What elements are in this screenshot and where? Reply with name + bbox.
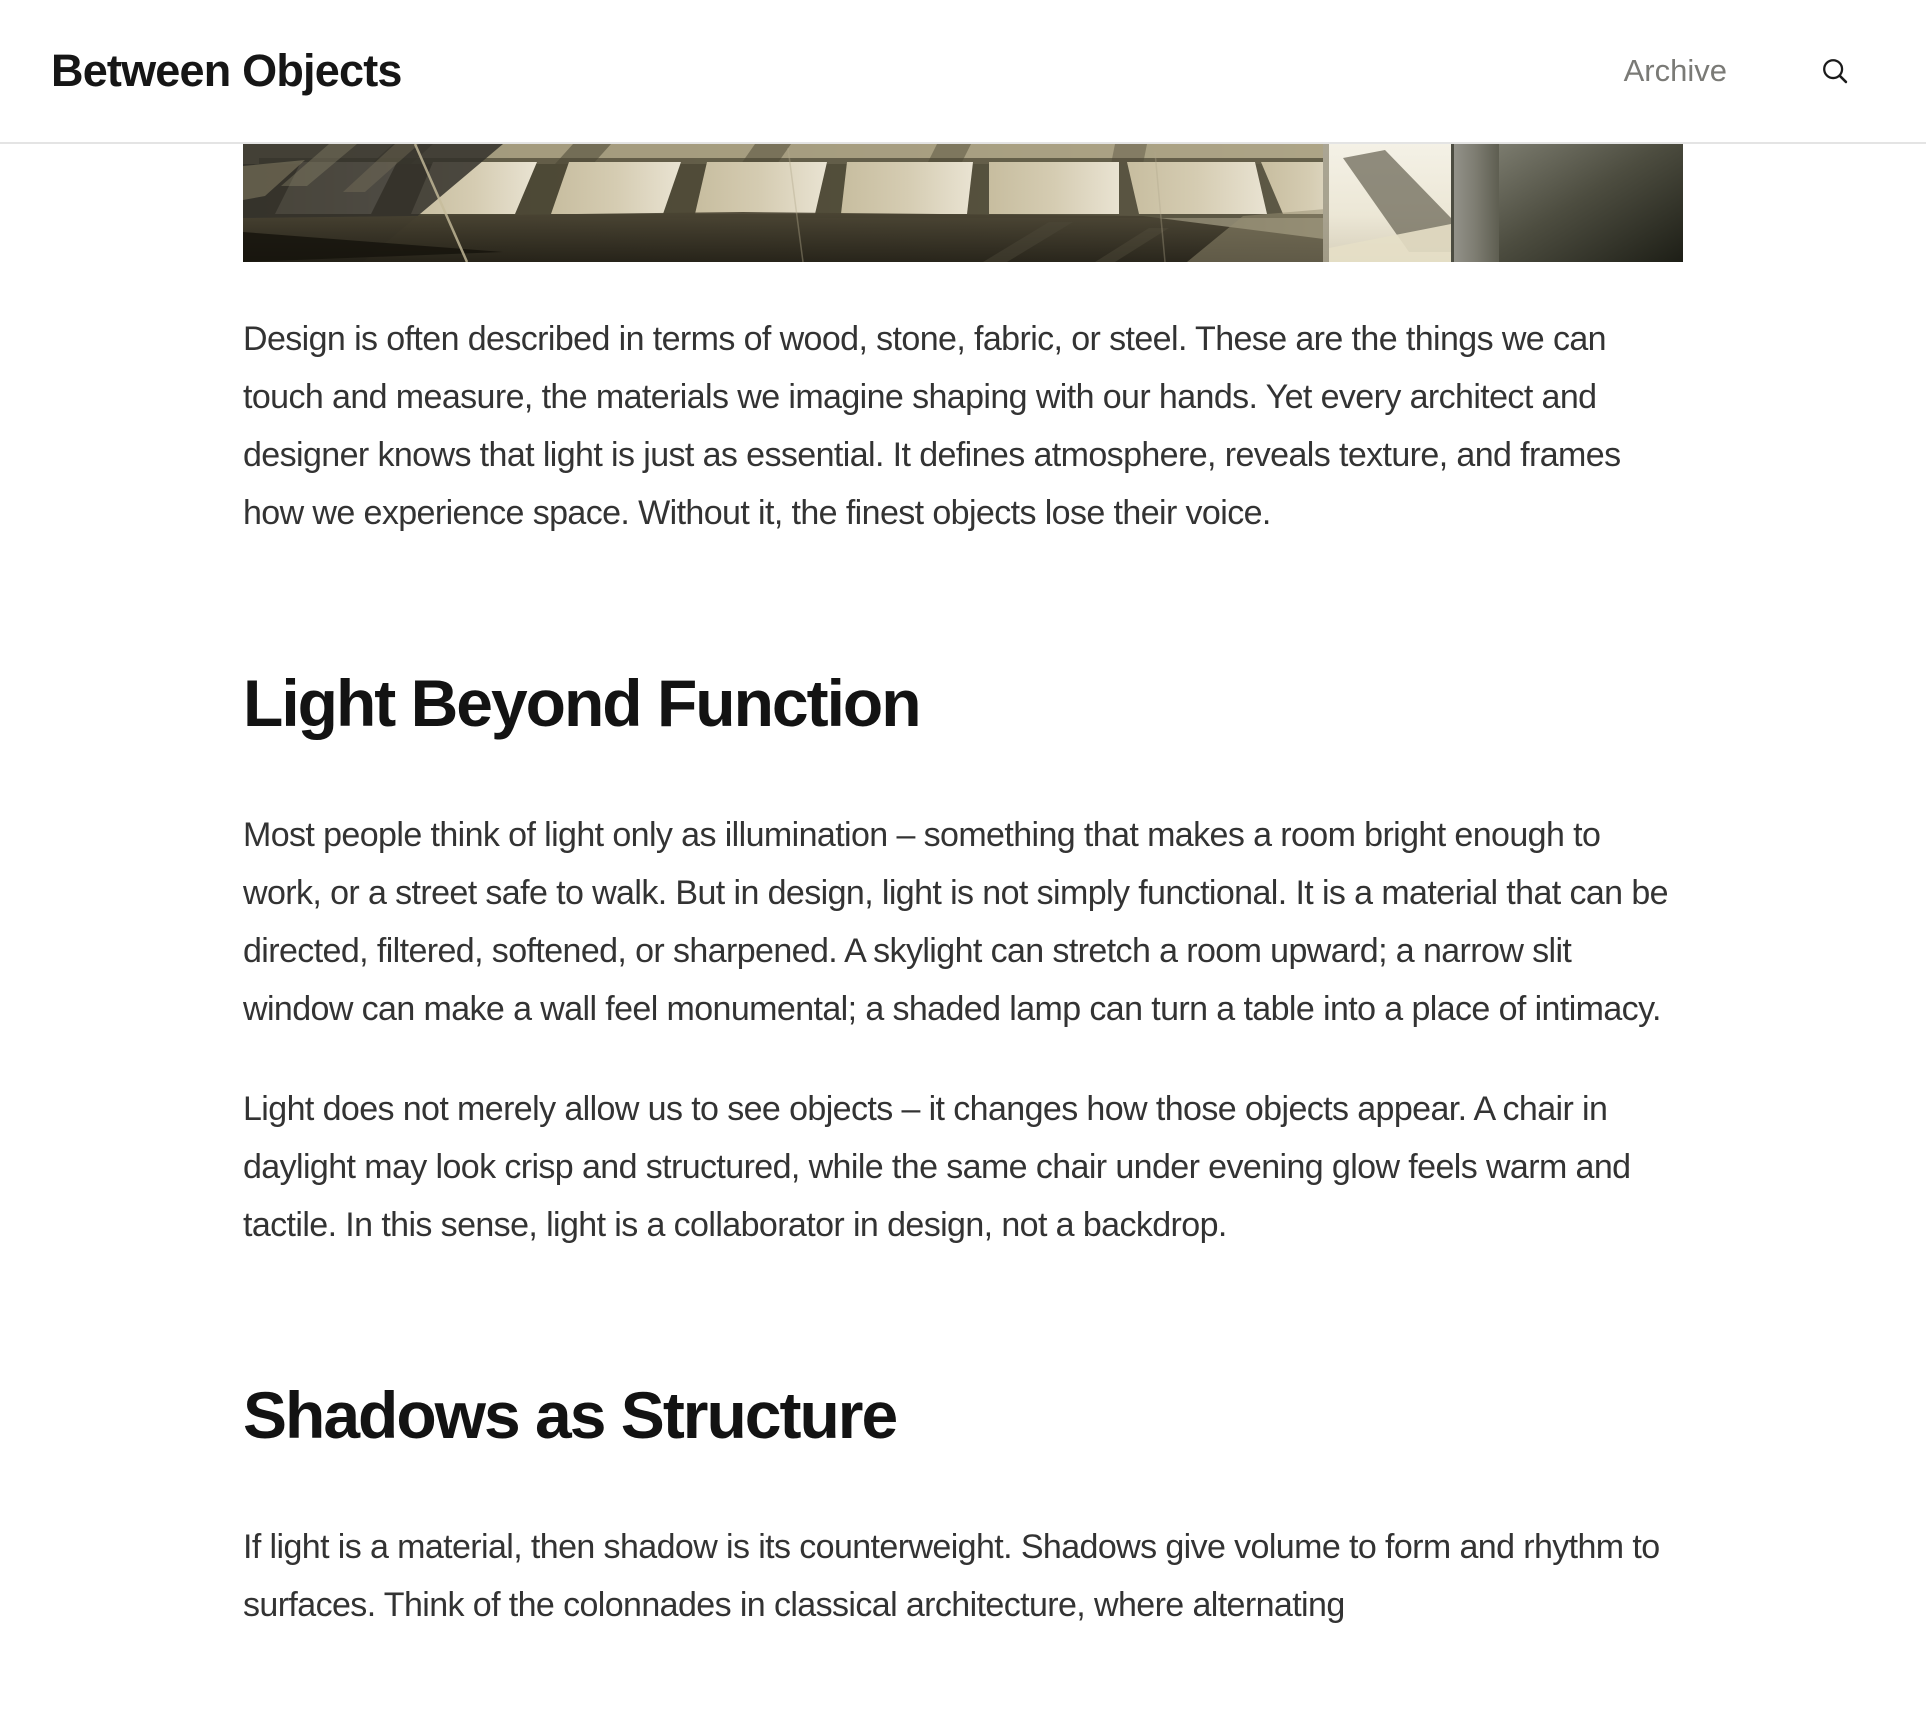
hero-image-art (243, 144, 1683, 262)
header-nav (1624, 53, 1853, 89)
paragraph: Most people think of light only as illumination – something that makes a room bright enough to work, or a street safe to walk. But in design, light is not simply functional. It is a material that can be directed, filtered, softened, or sharpened. A skylight can stretch a room upward; a narrow slit window can make a wall feel monumental; a shaded lamp can turn a table into a place of intimacy. (243, 816, 1668, 1028)
section-heading-light-beyond-function: Light Beyond Function (243, 666, 920, 740)
intro-paragraph: Design is often described in terms of wood, stone, fabric, or steel. These are the things we can touch and measure, the materials we imagine shaping with our hands. Yet every architect and designer knows that light is just as essential. It defines atmosphere, reveals texture, and frames how we experience space. Without it, the finest objects lose their voice. (243, 320, 1621, 532)
article-content (243, 144, 1683, 1634)
post-body (243, 310, 1683, 1634)
paragraph: If light is a material, then shadow is its counterweight. Shadows give volume to form and rhythm to surfaces. Think of the colonnades in classical architecture, where alternating (243, 1528, 1660, 1624)
paragraph: Light does not merely allow us to see objects – it changes how those objects appear. A chair in daylight may look crisp and structured, while the same chair under evening glow feels warm and tactile. In this sense, light is a collaborator in design, not a backdrop. (243, 1090, 1631, 1244)
search-button[interactable] (1817, 53, 1853, 89)
section-heading-shadows-as-structure: Shadows as Structure (243, 1378, 897, 1452)
nav-archive-link[interactable]: Archive (1623, 53, 1727, 88)
search-icon (1819, 55, 1851, 87)
site-header (0, 0, 1926, 144)
hero-image (243, 144, 1683, 262)
site-title-link[interactable]: Between Objects (51, 45, 402, 96)
